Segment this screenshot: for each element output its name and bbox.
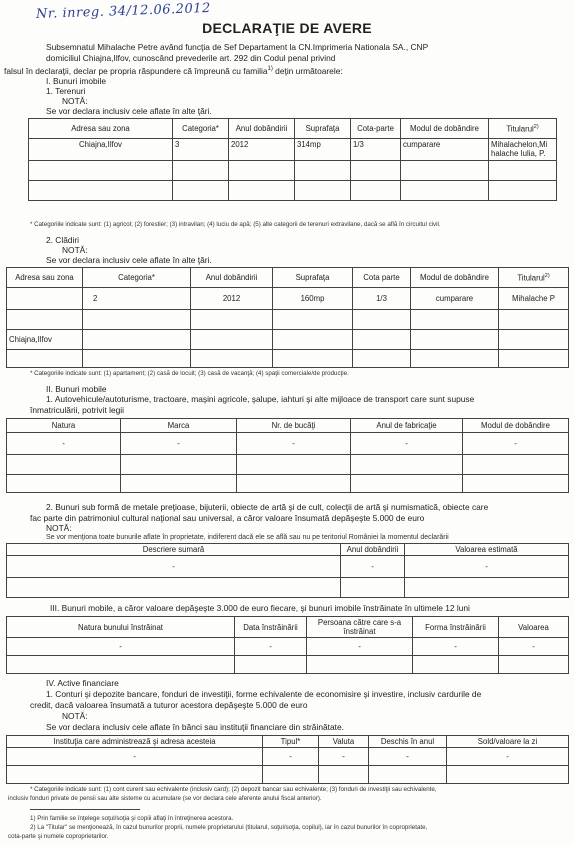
header-cell: Modul de dobândire xyxy=(411,268,499,288)
table-cell xyxy=(173,181,229,201)
table-cell xyxy=(463,475,569,493)
header-cell: Valoarea estimată xyxy=(405,544,569,556)
table-cell: - xyxy=(307,638,413,656)
table-cell xyxy=(353,310,411,330)
footnote-divider xyxy=(30,809,140,810)
conturi-table xyxy=(6,735,569,784)
table-cell xyxy=(489,161,557,181)
table-cell: - xyxy=(463,433,569,455)
header-cell: Natura xyxy=(7,419,121,433)
table-cell xyxy=(121,455,237,475)
table-cell xyxy=(191,350,273,368)
table-cell xyxy=(319,766,369,784)
table-cell: 2 xyxy=(83,288,191,310)
table-cell xyxy=(273,310,353,330)
vehicule-paragraph-1: 1. Autovehicule/autoturisme, tractoare, maşini agricole, şalupe, iahturi şi alte mijloace de transport care sunt supuse xyxy=(46,394,475,404)
table-cell xyxy=(411,310,499,330)
conturi-footnote-1: * Categoriile indicate sunt: (1) cont curent sau echivalente (inclusiv card); (2) depozit bancar sau echivalente; (3) fonduri de investiţii sau echivalente, xyxy=(30,786,437,793)
table-header-row xyxy=(7,736,569,748)
table-cell xyxy=(401,161,489,181)
footnote-ref: 1) xyxy=(267,66,273,72)
table-cell xyxy=(369,766,447,784)
table-header-row xyxy=(7,617,569,638)
table-row xyxy=(7,475,569,493)
table-cell xyxy=(235,656,307,674)
terenuri-table xyxy=(28,118,557,201)
table-row xyxy=(7,433,569,455)
instrainate-table xyxy=(6,616,569,674)
header-cell: Forma înstrăinării xyxy=(413,617,499,638)
table-cell xyxy=(7,288,83,310)
table-cell: - xyxy=(319,748,369,766)
intro-line-2: domiciliul Chiajna,Ilfov, cunoscând prevederile art. 292 din Codul penal privind xyxy=(46,53,336,63)
table-header-row xyxy=(7,544,569,556)
titular-label: Titularul xyxy=(506,124,534,134)
table-cell xyxy=(229,181,295,201)
table-cell: Chiajna,Ilfov xyxy=(7,330,83,350)
footnote-2-line-2: cota-parte şi numele coproprietarilor. xyxy=(8,833,109,840)
header-cell: Suprafaţa xyxy=(273,268,353,288)
section-heading-bunuri-imobile: I. Bunuri imobile xyxy=(46,76,107,86)
table-cell: cumparare xyxy=(411,288,499,310)
table-cell: Chiajna,Ilfov xyxy=(29,139,173,161)
table-row xyxy=(7,748,569,766)
table-header-row xyxy=(7,268,569,288)
table-row xyxy=(7,455,569,475)
table-cell: 160mp xyxy=(273,288,353,310)
table-cell xyxy=(237,475,351,493)
table-cell: 3 xyxy=(173,139,229,161)
table-cell xyxy=(463,455,569,475)
table-row xyxy=(7,330,569,350)
table-cell xyxy=(499,330,569,350)
table-cell: - xyxy=(7,748,263,766)
table-cell: 2012 xyxy=(229,139,295,161)
header-cell: Tipul* xyxy=(263,736,319,748)
table-cell xyxy=(83,350,191,368)
header-cell: Cota-parte xyxy=(351,119,401,139)
table-cell xyxy=(341,578,405,598)
table-cell xyxy=(7,350,83,368)
table-cell xyxy=(353,350,411,368)
terenuri-footnote: * Categoriile indicate sunt: (1) agricol; (2) forestier; (3) intravilan; (4) luciu de apă; (5) alte categorii de terenuri extravilane, dacă se află în circuitul civil. xyxy=(30,221,441,228)
document-title: DECLARAŢIE DE AVERE xyxy=(202,20,372,36)
header-cell: Modul de dobândire xyxy=(401,119,489,139)
handwritten-registration-number: Nr. inreg. 34/12.06.2012 xyxy=(35,0,212,23)
table-cell xyxy=(353,330,411,350)
table-cell xyxy=(263,766,319,784)
header-cell: Data înstrăinării xyxy=(235,617,307,638)
table-header-row xyxy=(7,419,569,433)
table-cell: - xyxy=(7,638,235,656)
table-cell xyxy=(7,656,235,674)
nota-text: Se vor menţiona toate bunurile aflate în proprietate, indiferent dacă ele se află sau nu pe teritoriul României la momentul declarării xyxy=(46,534,449,541)
table-cell: 1/3 xyxy=(353,288,411,310)
table-row xyxy=(7,350,569,368)
footnote-ref: 2) xyxy=(533,124,539,131)
footnote-1: 1) Prin familie se înţelege soţul/soţia şi copiii aflaţi în întreţinerea acestora. xyxy=(30,815,234,822)
table-cell xyxy=(83,330,191,350)
header-cell: Nr. de bucăţi xyxy=(237,419,351,433)
table-cell: - xyxy=(369,748,447,766)
table-cell: - xyxy=(7,556,341,578)
header-cell: Adresa sau zona xyxy=(7,268,83,288)
header-cell: Instituţia care administrează şi adresa acesteia xyxy=(7,736,263,748)
intro-line-3-text: falsul în declaraţii, declar pe propria răspundere că împreună cu familia xyxy=(4,65,268,76)
table-cell xyxy=(7,578,341,598)
header-cell: Deschis în anul xyxy=(369,736,447,748)
table-cell xyxy=(295,181,351,201)
table-cell xyxy=(351,161,401,181)
header-cell: Descriere sumară xyxy=(7,544,341,556)
metale-paragraph-2: fac parte din patrimoniul cultural naţional sau universal, a căror valoare însumată depăşeşte 5.000 de euro xyxy=(30,513,425,523)
nota-label: NOTĂ: xyxy=(62,711,88,721)
header-cell: Anul dobândirii xyxy=(229,119,295,139)
header-cell: Modul de dobândire xyxy=(463,419,569,433)
intro-line-3 xyxy=(4,64,343,77)
nota-label: NOTĂ: xyxy=(62,96,88,106)
table-cell xyxy=(499,656,569,674)
vehicule-paragraph-2: înmatriculării, potrivit legii xyxy=(30,405,125,415)
table-cell xyxy=(413,656,499,674)
table-cell xyxy=(351,455,463,475)
table-cell: - xyxy=(413,638,499,656)
subsection-terenuri: 1. Terenuri xyxy=(46,86,86,96)
table-cell: 1/3 xyxy=(351,139,401,161)
table-cell xyxy=(447,766,569,784)
table-cell: 314mp xyxy=(295,139,351,161)
table-cell xyxy=(7,310,83,330)
table-cell xyxy=(273,330,353,350)
table-cell xyxy=(307,656,413,674)
intro-line-3-end: deţin următoarele: xyxy=(272,65,343,76)
table-cell xyxy=(7,455,121,475)
cladiri-footnote: * Categoriile indicate sunt: (1) apartament; (2) casă de locuit; (3) casă de vacanţă; (4) spaţii comerciale/de producţie. xyxy=(30,370,349,377)
section-heading-active-financiare: IV. Active financiare xyxy=(46,678,119,688)
nota-text: Se vor declara inclusiv cele aflate în alte ţări. xyxy=(46,106,212,116)
header-cell: Anul dobândirii xyxy=(341,544,405,556)
intro-line-1: Subsemnatul Mihalache Petre având funcţia de Sef Departament la CN.Imprimeria Nationala SA., CNP xyxy=(46,42,429,52)
table-cell: - xyxy=(447,748,569,766)
nota-text: Se vor declara inclusiv cele aflate în bănci sau instituţii financiare din străinătate. xyxy=(46,722,344,732)
table-cell xyxy=(7,766,263,784)
table-row xyxy=(29,139,557,161)
table-cell: Mihalache P xyxy=(499,288,569,310)
table-cell: Mihalachelon,Mi halache Iulia, P. xyxy=(489,139,557,161)
table-row xyxy=(29,181,557,201)
table-cell xyxy=(411,350,499,368)
header-cell: Anul dobândirii xyxy=(191,268,273,288)
table-cell xyxy=(83,310,191,330)
table-cell: - xyxy=(405,556,569,578)
table-cell xyxy=(229,161,295,181)
table-cell xyxy=(191,330,273,350)
header-cell-titular xyxy=(499,268,569,288)
table-cell: - xyxy=(235,638,307,656)
table-row xyxy=(7,578,569,598)
table-cell xyxy=(489,181,557,201)
footnote-2-line-1: 2) La "Titular" se menţionează, în cazul bunurilor proprii, numele proprietarului (titularul, soţul/soţia, copilul), iar în cazul bunurilor în coproprietate, xyxy=(30,824,428,831)
table-cell xyxy=(411,330,499,350)
table-cell: - xyxy=(237,433,351,455)
header-cell: Valuta xyxy=(319,736,369,748)
table-cell: - xyxy=(121,433,237,455)
header-cell: Natura bunului înstrăinat xyxy=(7,617,235,638)
table-cell xyxy=(405,578,569,598)
nota-label: NOTĂ: xyxy=(62,245,88,255)
table-row xyxy=(7,766,569,784)
table-cell xyxy=(121,475,237,493)
table-cell xyxy=(273,350,353,368)
table-cell: - xyxy=(263,748,319,766)
conturi-paragraph-1: 1. Conturi şi depozite bancare, fonduri de investiţii, forme echivalente de economisire şi investire, inclusiv cardurile de xyxy=(46,689,482,699)
cladiri-table xyxy=(6,267,569,368)
header-cell: Sold/valoare la zi xyxy=(447,736,569,748)
table-row xyxy=(7,638,569,656)
table-row xyxy=(7,310,569,330)
header-cell: Cota parte xyxy=(353,268,411,288)
footnote-ref: 2) xyxy=(544,273,550,280)
conturi-paragraph-2: credit, dacă valoarea însumată a tuturor acestora depăşeşte 5.000 de euro xyxy=(30,700,308,710)
header-cell-titular xyxy=(489,119,557,139)
table-row xyxy=(7,656,569,674)
section-heading-bunuri-mobile: II. Bunuri mobile xyxy=(46,384,107,394)
table-cell: cumparare xyxy=(401,139,489,161)
table-cell xyxy=(173,161,229,181)
header-cell: Persoana către care s-a înstrăinat xyxy=(307,617,413,638)
table-cell xyxy=(401,181,489,201)
header-cell: Anul de fabricaţie xyxy=(351,419,463,433)
table-cell: - xyxy=(351,433,463,455)
header-cell: Valoarea xyxy=(499,617,569,638)
table-row xyxy=(7,556,569,578)
table-cell: 2012 xyxy=(191,288,273,310)
table-cell xyxy=(295,161,351,181)
metale-paragraph-1: 2. Bunuri sub formă de metale preţioase, bijuterii, obiecte de artă şi de cult, colecţii de artă şi numismatică, obiecte care xyxy=(46,502,489,512)
table-row xyxy=(29,161,557,181)
header-cell: Categoria* xyxy=(83,268,191,288)
nota-label: NOTĂ: xyxy=(46,523,72,533)
header-cell: Suprafaţa xyxy=(295,119,351,139)
table-cell xyxy=(351,181,401,201)
table-cell xyxy=(29,181,173,201)
table-cell xyxy=(351,475,463,493)
table-cell xyxy=(237,455,351,475)
vehicule-table xyxy=(6,418,569,493)
table-header-row xyxy=(29,119,557,139)
header-cell: Adresa sau zona xyxy=(29,119,173,139)
table-cell xyxy=(499,310,569,330)
table-cell xyxy=(29,161,173,181)
table-cell: - xyxy=(499,638,569,656)
titular-label: Titularul xyxy=(517,273,545,283)
section-heading-instrainate: III. Bunuri mobile, a căror valoare depăşeşte 3.000 de euro fiecare, şi bunuri imobile înstrăinate în ultimele 12 luni xyxy=(50,603,470,613)
table-cell: - xyxy=(341,556,405,578)
table-cell xyxy=(191,310,273,330)
table-cell xyxy=(499,350,569,368)
header-cell: Categoria* xyxy=(173,119,229,139)
conturi-footnote-2: inclusiv fonduri private de pensii sau alte sisteme cu acumulare (se vor declara cele aferente anului fiscal anterior). xyxy=(8,795,322,802)
nota-text: Se vor declara inclusiv cele aflate în alte ţări. xyxy=(46,255,212,265)
subsection-cladiri: 2. Clădiri xyxy=(46,235,80,245)
metale-table xyxy=(6,543,569,598)
header-cell: Marca xyxy=(121,419,237,433)
table-cell: - xyxy=(7,433,121,455)
table-row xyxy=(7,288,569,310)
table-cell xyxy=(7,475,121,493)
